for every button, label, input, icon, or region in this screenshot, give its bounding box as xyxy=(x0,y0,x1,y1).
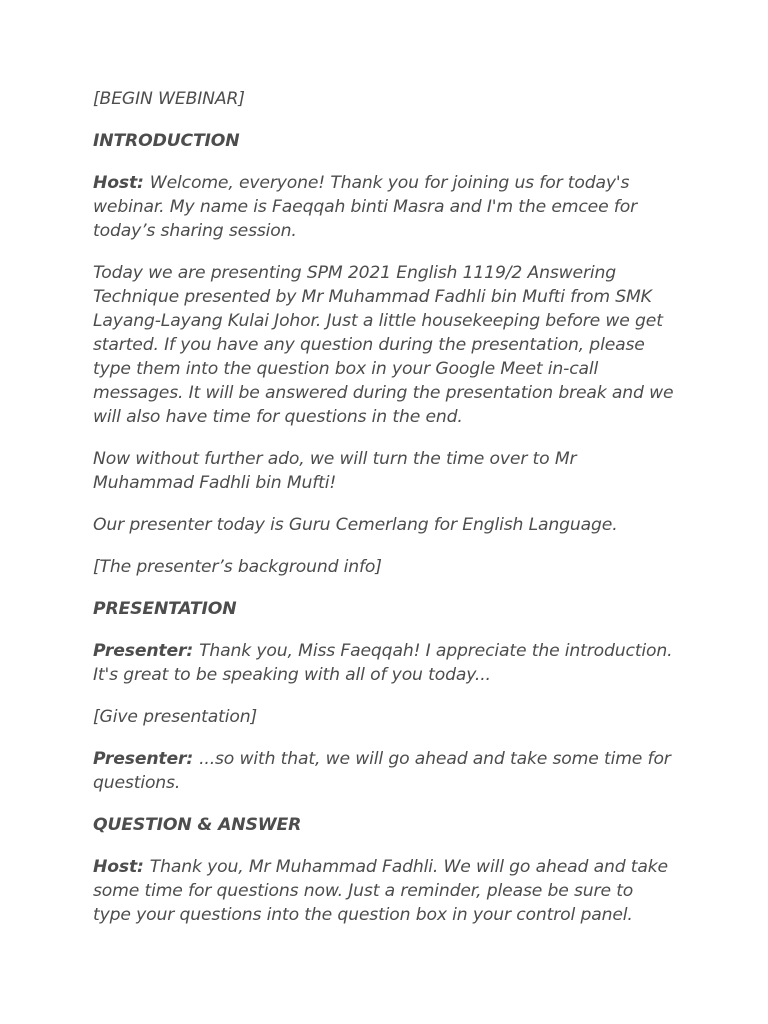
host-speaker-label: Host: xyxy=(93,857,144,877)
presenter-speaker-label: Presenter: xyxy=(93,749,194,769)
presenter-thanks-text: Thank you, Miss Faeqqah! I appreciate the introduction. It's great to be speaking with all of you today... xyxy=(93,641,673,685)
host-welcome-paragraph xyxy=(93,171,675,243)
give-presentation-note: [Give presentation] xyxy=(93,707,258,727)
presenter-speaker-label: Presenter: xyxy=(93,641,194,661)
presenter-closing-paragraph xyxy=(93,747,675,795)
webinar-script-document xyxy=(93,87,675,945)
introduction-heading: INTRODUCTION xyxy=(93,131,240,151)
question-answer-heading: QUESTION & ANSWER xyxy=(93,815,302,835)
presenter-thanks-paragraph xyxy=(93,639,675,687)
host-qa-paragraph xyxy=(93,855,675,927)
background-info-note: [The presenter’s background info] xyxy=(93,557,382,577)
host-welcome-text: Welcome, everyone! Thank you for joining us for today's webinar. My name is Faeqqah binti Masra and I'm the emcee for today’s sharing session. xyxy=(93,173,637,241)
host-speaker-label: Host: xyxy=(93,173,144,193)
handover-paragraph: Now without further ado, we will turn the time over to Mr Muhammad Fadhli bin Mufti! xyxy=(93,449,577,493)
presentation-heading: PRESENTATION xyxy=(93,599,237,619)
presenter-title-paragraph: Our presenter today is Guru Cemerlang for English Language. xyxy=(93,515,618,535)
presentation-intro-paragraph: Today we are presenting SPM 2021 English 1119/2 Answering Technique presented by Mr Muhammad Fadhli bin Mufti from SMK Layang-Layang Kulai Johor. Just a little housekeeping before we get started. If you have any question during the presentation, please type them into the question box in your Google Meet in-call messages. It will be answered during the presentation break and we will also have time for questions in the end. xyxy=(93,263,674,427)
begin-webinar-marker: [BEGIN WEBINAR] xyxy=(93,89,245,109)
presenter-closing-text: ...so with that, we will go ahead and take some time for questions. xyxy=(93,749,671,793)
host-qa-text: Thank you, Mr Muhammad Fadhli. We will go ahead and take some time for questions now. Just a reminder, please be sure to type your questions into the question box in your control panel. xyxy=(93,857,668,925)
